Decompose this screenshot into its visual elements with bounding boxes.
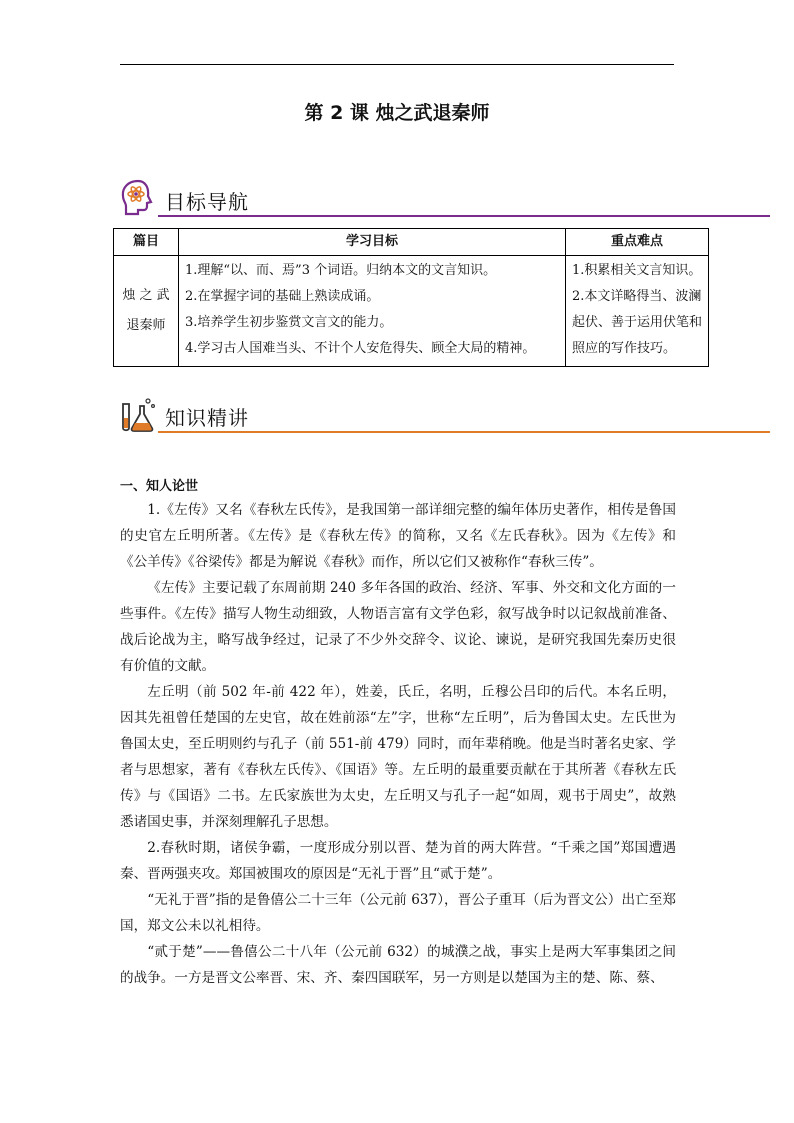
section-label: 目标导航 [165, 190, 249, 214]
key-points: 1.积累相关文言知识。2.本文详略得当、波澜起伏、善于运用伏笔和照应的写作技巧。 [566, 256, 709, 367]
section-header-goals [118, 178, 770, 220]
goal-item: 4.学习古人国难当头、不计个人安危得失、顾全大局的精神。 [185, 341, 536, 356]
goal-item: 3.培养学生初步鉴赏文言文的能力。 [185, 315, 393, 330]
table-header-row [114, 229, 709, 256]
piece-name: 烛 之 武 退秦师 [114, 256, 179, 367]
heading-know-author: 一、知人论世 [120, 479, 199, 494]
section-rule [158, 431, 770, 433]
page-title: 第 2 课 烛之武退秦师 [304, 102, 490, 124]
paragraph: 1.《左传》又名《春秋左氏传》，是我国第一部详细完整的编年体历史著作，相传是鲁国的史官左丘明所著。《左传》是《春秋左传》的简称，又名《左氏春秋》。因为《左传》和《公羊传》《谷梁传》都是为解说《春秋》而作，所以它们又被称作“春秋三传”。 [120, 502, 676, 570]
header-piece: 篇目 [114, 229, 179, 256]
brain-atom-icon [118, 178, 158, 218]
paragraph: “无礼于晋”指的是鲁僖公二十三年（公元前 637），晋公子重耳（后为晋文公）出亡至郑国，郑文公未以礼相待。 [120, 892, 676, 934]
section-rule [158, 215, 770, 217]
paragraph: 《左传》主要记载了东周前期 240 多年各国的政治、经济、军事、外交和文化方面的一些事件。《左传》描写人物生动细致，人物语言富有文学色彩，叙写战争时以记叙战前准备、战后论战为主，略写战争经过，记录了不少外交辞令、议论、谏说，是研究我国先秦历史很有价值的文献。 [120, 580, 676, 674]
goal-item: 2.在掌握字词的基础上熟读成诵。 [185, 289, 380, 304]
header-rule [120, 64, 674, 65]
paragraph: 2.春秋时期，诸侯争霸，一度形成分别以晋、楚为首的两大阵营。“千乘之国”郑国遭遇秦、晋两强夹攻。郑国被围攻的原因是“无礼于晋”且“贰于楚”。 [120, 840, 676, 882]
header-goals: 学习目标 [179, 229, 566, 256]
header-keypoints: 重点难点 [566, 229, 709, 256]
goals-table [113, 228, 709, 367]
table-row [114, 256, 709, 367]
section-header-knowledge [118, 394, 770, 436]
goal-item: 1.理解“以、而、焉”3 个词语。归纳本文的文言知识。 [185, 263, 497, 278]
section-label: 知识精讲 [165, 406, 249, 430]
flask-icon [118, 394, 158, 434]
paragraph: 左丘明（前 502 年-前 422 年），姓姜，氏丘，名明，丘穆公吕印的后代。本名丘明，因其先祖曾任楚国的左史官，故在姓前添“左”字，世称“左丘明”，后为鲁国太史。左氏世为鲁国太史，至丘明则约与孔子（前 551-前 479）同时，而年辈稍晚。他是当时著名史家、学者与思想家，著有《春秋左氏传》、《国语》等。左丘明的最重要贡献在于其所著《春秋左氏传》与《国语》二书。左氏家族世为太史，左丘明又与孔子一起“如周，观书于周史”，故熟悉诸国史事，并深刻理解孔子思想。 [120, 684, 676, 830]
goal-list [179, 256, 566, 367]
body-text [120, 497, 676, 991]
paragraph: “贰于楚”——鲁僖公二十八年（公元前 632）的城濮之战，事实上是两大军事集团之间的战争。一方是晋文公率晋、宋、齐、秦四国联军，另一方则是以楚国为主的楚、陈、蔡、 [120, 944, 676, 986]
